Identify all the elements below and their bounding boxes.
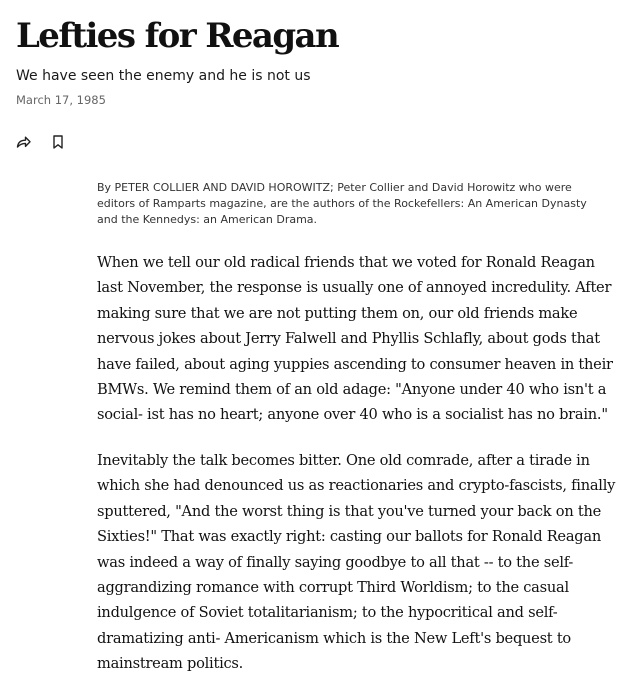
- paragraph-line: which she had denounced us as reactionaries and crypto-fascists, finally: [97, 477, 616, 495]
- bookmark-icon[interactable]: [49, 133, 67, 151]
- byline-line: editors of Ramparts magazine, are the authors of the Rockefellers: An American Dynasty: [97, 197, 587, 210]
- paragraph-line: aggrandizing romance with corrupt Third Worldism; to the casual: [97, 579, 569, 597]
- paragraph-line: indulgence of Soviet totalitarianism; to the hypocritical and self-: [97, 604, 558, 622]
- paragraph-line: dramatizing anti- Americanism which is the New Left's bequest to: [97, 629, 571, 647]
- article-paragraph: [97, 448, 616, 677]
- paragraph-line: When we tell our old radical friends that we voted for Ronald Reagan: [97, 254, 595, 271]
- article-subheadline: We have seen the enemy and he is not us: [16, 68, 311, 84]
- share-icon[interactable]: [14, 133, 32, 151]
- paragraph-line: making sure that we are not putting them on, our old friends make: [97, 304, 578, 322]
- article-headline: Lefties for Reagan: [16, 16, 339, 56]
- article-byline: [97, 180, 597, 228]
- paragraph-line: Inevitably the talk becomes bitter. One old comrade, after a tirade in: [97, 452, 590, 469]
- paragraph-line: sputtered, "And the worst thing is that you've turned your back on the: [97, 502, 602, 520]
- byline-line: and the Kennedys: an American Drama.: [97, 213, 318, 226]
- paragraph-line: social- ist has no heart; anyone over 40 who is a socialist has no brain.": [97, 406, 608, 424]
- byline-line: By PETER COLLIER AND DAVID HOROWITZ; Peter Collier and David Horowitz who were: [97, 181, 572, 194]
- paragraph-line: was indeed a way of finally saying goodbye to all that -- to the self-: [97, 553, 574, 571]
- paragraph-line: have failed, about aging yuppies ascending to consumer heaven in their: [97, 355, 613, 373]
- paragraph-line: last November, the response is usually one of annoyed incredulity. After: [97, 279, 612, 297]
- publish-date: March 17, 1985: [16, 93, 106, 107]
- paragraph-line: mainstream politics.: [97, 655, 244, 673]
- article-paragraph: [97, 250, 613, 428]
- paragraph-line: nervous jokes about Jerry Falwell and Phyllis Schlafly, about gods that: [97, 330, 600, 348]
- paragraph-line: BMWs. We remind them of an old adage: "Anyone under 40 who isn't a: [97, 381, 607, 399]
- paragraph-line: Sixties!" That was exactly right: casting our ballots for Ronald Reagan: [97, 528, 601, 546]
